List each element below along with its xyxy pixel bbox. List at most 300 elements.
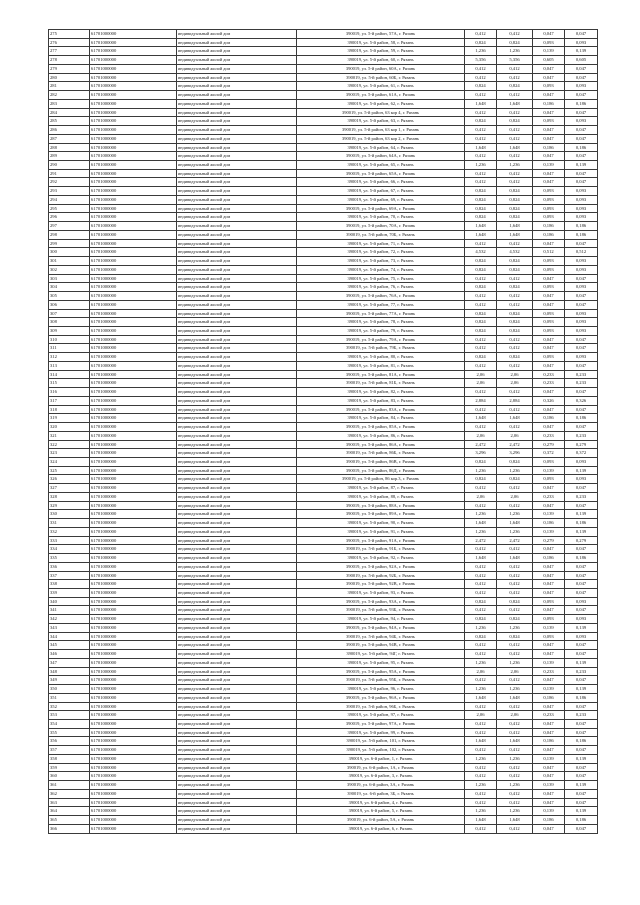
- row-number-cell: 364: [49, 807, 90, 816]
- value-3-cell: 0,047: [533, 484, 565, 493]
- value-3-cell: 0,605: [533, 56, 565, 65]
- value-4-cell: 0,047: [565, 169, 598, 178]
- object-type-cell: индивидуальный жилой дом: [177, 353, 297, 362]
- oktmo-code-cell: 61701000000: [90, 623, 177, 632]
- value-2-cell: 0,412: [497, 126, 533, 135]
- object-type-cell: индивидуальный жилой дом: [177, 213, 297, 222]
- value-2-cell: 0,824: [497, 353, 533, 362]
- row-number-cell: 320: [49, 423, 90, 432]
- row-number-cell: 283: [49, 99, 90, 108]
- value-3-cell: 0,047: [533, 108, 565, 117]
- address-cell: 390019, ул. 5-й район, 63, г. Рязань: [297, 117, 465, 126]
- value-2-cell: 0,412: [497, 335, 533, 344]
- address-cell: 390019, ул. 5-й район, 93, г. Рязань: [297, 589, 465, 598]
- value-1-cell: 4,532: [465, 248, 497, 257]
- oktmo-code-cell: 61701000000: [90, 195, 177, 204]
- table-row: [49, 405, 598, 414]
- value-2-cell: 0,412: [497, 292, 533, 301]
- value-2-cell: 2,472: [497, 536, 533, 545]
- oktmo-code-cell: 61701000000: [90, 30, 177, 39]
- value-3-cell: 0,047: [533, 64, 565, 73]
- value-3-cell: 0,139: [533, 754, 565, 763]
- value-1-cell: 1,236: [465, 685, 497, 694]
- value-2-cell: 2,06: [497, 379, 533, 388]
- object-type-cell: индивидуальный жилой дом: [177, 178, 297, 187]
- table-body: [49, 30, 598, 834]
- oktmo-code-cell: 61701000000: [90, 64, 177, 73]
- table-row: [49, 737, 598, 746]
- value-4-cell: 0,047: [565, 178, 598, 187]
- row-number-cell: 362: [49, 789, 90, 798]
- value-4-cell: 0,139: [565, 685, 598, 694]
- object-type-cell: индивидуальный жилой дом: [177, 711, 297, 720]
- object-type-cell: индивидуальный жилой дом: [177, 807, 297, 816]
- oktmo-code-cell: 61701000000: [90, 737, 177, 746]
- oktmo-code-cell: 61701000000: [90, 641, 177, 650]
- address-cell: 390019, ул. 5-й район, 79А, г. Рязань: [297, 335, 465, 344]
- row-number-cell: 321: [49, 431, 90, 440]
- value-4-cell: 0,139: [565, 47, 598, 56]
- address-cell: 390019, ул. 5-й район, 99, г. Рязань: [297, 728, 465, 737]
- value-1-cell: 0,824: [465, 457, 497, 466]
- value-1-cell: 0,824: [465, 204, 497, 213]
- value-2-cell: 0,412: [497, 772, 533, 781]
- oktmo-code-cell: 61701000000: [90, 431, 177, 440]
- value-3-cell: 0,047: [533, 73, 565, 82]
- oktmo-code-cell: 61701000000: [90, 309, 177, 318]
- value-1-cell: 2,06: [465, 370, 497, 379]
- value-4-cell: 0,093: [565, 187, 598, 196]
- oktmo-code-cell: 61701000000: [90, 527, 177, 536]
- table-row: [49, 99, 598, 108]
- object-type-cell: индивидуальный жилой дом: [177, 64, 297, 73]
- address-cell: 390019, ул. 5-й район, 61, г. Рязань: [297, 82, 465, 91]
- value-2-cell: 0,824: [497, 318, 533, 327]
- row-number-cell: 354: [49, 720, 90, 729]
- oktmo-code-cell: 61701000000: [90, 396, 177, 405]
- value-4-cell: 0,047: [565, 388, 598, 397]
- value-2-cell: 0,412: [497, 169, 533, 178]
- value-1-cell: 1,236: [465, 781, 497, 790]
- value-3-cell: 0,233: [533, 667, 565, 676]
- value-3-cell: 0,093: [533, 597, 565, 606]
- row-number-cell: 300: [49, 248, 90, 257]
- object-type-cell: индивидуальный жилой дом: [177, 204, 297, 213]
- oktmo-code-cell: 61701000000: [90, 466, 177, 475]
- value-1-cell: 0,412: [465, 335, 497, 344]
- value-2-cell: 1,236: [497, 47, 533, 56]
- oktmo-code-cell: 61701000000: [90, 388, 177, 397]
- table-row: [49, 536, 598, 545]
- value-4-cell: 0,047: [565, 702, 598, 711]
- oktmo-code-cell: 61701000000: [90, 344, 177, 353]
- object-type-cell: индивидуальный жилой дом: [177, 597, 297, 606]
- value-1-cell: 0,824: [465, 309, 497, 318]
- address-cell: 390019, ул. 5-й район, 60А, г. Рязань: [297, 64, 465, 73]
- value-1-cell: 0,824: [465, 283, 497, 292]
- address-cell: 390019, ул. 5-й район, 101, г. Рязань: [297, 737, 465, 746]
- value-4-cell: 0,047: [565, 589, 598, 598]
- table-row: [49, 597, 598, 606]
- object-type-cell: индивидуальный жилой дом: [177, 816, 297, 825]
- table-row: [49, 571, 598, 580]
- table-row: [49, 248, 598, 257]
- row-number-cell: 282: [49, 91, 90, 100]
- address-cell: 390019, ул. 5-й район, 58, г. Рязань: [297, 38, 465, 47]
- address-cell: 390019, ул. 5-й район, 86, г. Рязань: [297, 431, 465, 440]
- row-number-cell: 344: [49, 632, 90, 641]
- value-4-cell: 0,047: [565, 30, 598, 39]
- value-3-cell: 0,093: [533, 257, 565, 266]
- table-row: [49, 152, 598, 161]
- object-type-cell: индивидуальный жилой дом: [177, 318, 297, 327]
- object-type-cell: индивидуальный жилой дом: [177, 300, 297, 309]
- object-type-cell: индивидуальный жилой дом: [177, 344, 297, 353]
- object-type-cell: индивидуальный жилой дом: [177, 370, 297, 379]
- table-row: [49, 47, 598, 56]
- value-3-cell: 0,186: [533, 143, 565, 152]
- value-4-cell: 0,093: [565, 195, 598, 204]
- address-cell: 390019, ул. 6-й район, 3А, г. Рязань: [297, 781, 465, 790]
- oktmo-code-cell: 61701000000: [90, 571, 177, 580]
- oktmo-code-cell: 61701000000: [90, 510, 177, 519]
- oktmo-code-cell: 61701000000: [90, 658, 177, 667]
- row-number-cell: 308: [49, 318, 90, 327]
- value-3-cell: 0,186: [533, 414, 565, 423]
- value-3-cell: 0,233: [533, 492, 565, 501]
- address-cell: 390019, ул. 5-й район, 64, г. Рязань: [297, 143, 465, 152]
- row-number-cell: 304: [49, 283, 90, 292]
- value-4-cell: 0,047: [565, 789, 598, 798]
- address-cell: 390019, ул. 5-й район, 91Б, г. Рязань: [297, 545, 465, 554]
- value-3-cell: 0,512: [533, 248, 565, 257]
- value-1-cell: 1,236: [465, 658, 497, 667]
- value-1-cell: 0,412: [465, 641, 497, 650]
- object-type-cell: индивидуальный жилой дом: [177, 580, 297, 589]
- table-row: [49, 353, 598, 362]
- oktmo-code-cell: 61701000000: [90, 239, 177, 248]
- value-1-cell: 0,412: [465, 405, 497, 414]
- object-type-cell: индивидуальный жилой дом: [177, 379, 297, 388]
- value-4-cell: 0,233: [565, 431, 598, 440]
- value-4-cell: 0,233: [565, 492, 598, 501]
- value-4-cell: 0,186: [565, 693, 598, 702]
- value-3-cell: 0,279: [533, 536, 565, 545]
- address-cell: 390019, ул. 5-й район, 77А, г. Рязань: [297, 309, 465, 318]
- value-2-cell: 1,236: [497, 754, 533, 763]
- value-3-cell: 0,047: [533, 388, 565, 397]
- value-1-cell: 0,412: [465, 720, 497, 729]
- object-type-cell: индивидуальный жилой дом: [177, 737, 297, 746]
- value-3-cell: 0,047: [533, 126, 565, 135]
- address-cell: 390019, ул. 5-й район, 61А, г. Рязань: [297, 91, 465, 100]
- address-cell: 390019, ул. 5-й район, 74, г. Рязань: [297, 265, 465, 274]
- address-cell: 390019, ул. 5-й район, 81, г. Рязань: [297, 361, 465, 370]
- object-type-cell: индивидуальный жилой дом: [177, 30, 297, 39]
- value-2-cell: 0,412: [497, 702, 533, 711]
- address-cell: 390019, ул. 5-й район, 96, г. Рязань: [297, 685, 465, 694]
- row-number-cell: 286: [49, 126, 90, 135]
- row-number-cell: 313: [49, 361, 90, 370]
- row-number-cell: 352: [49, 702, 90, 711]
- value-4-cell: 0,093: [565, 318, 598, 327]
- row-number-cell: 309: [49, 326, 90, 335]
- table-row: [49, 746, 598, 755]
- row-number-cell: 353: [49, 711, 90, 720]
- address-cell: 390019, ул. 5-й район, 78, г. Рязань: [297, 318, 465, 327]
- value-4-cell: 0,047: [565, 126, 598, 135]
- value-1-cell: 2,06: [465, 492, 497, 501]
- address-cell: 390019, ул. 5-й район, 97А, г. Рязань: [297, 720, 465, 729]
- table-row: [49, 344, 598, 353]
- value-2-cell: 0,824: [497, 117, 533, 126]
- oktmo-code-cell: 61701000000: [90, 265, 177, 274]
- value-3-cell: 0,093: [533, 318, 565, 327]
- address-cell: 390019, ул. 5-й район, 59, г. Рязань: [297, 47, 465, 56]
- row-number-cell: 327: [49, 484, 90, 493]
- value-2-cell: 0,412: [497, 344, 533, 353]
- value-1-cell: 0,412: [465, 361, 497, 370]
- value-3-cell: 0,047: [533, 606, 565, 615]
- value-3-cell: 0,047: [533, 335, 565, 344]
- address-cell: 390019, ул. 5-й район, 79, г. Рязань: [297, 326, 465, 335]
- row-number-cell: 345: [49, 641, 90, 650]
- row-number-cell: 317: [49, 396, 90, 405]
- value-2-cell: 0,824: [497, 597, 533, 606]
- value-4-cell: 0,233: [565, 711, 598, 720]
- address-cell: 390019, ул. 5-й район, 81Б, г. Рязань: [297, 379, 465, 388]
- address-cell: 390019, ул. 6-й район, 1А, г. Рязань: [297, 763, 465, 772]
- address-cell: 390019, ул. 5-й район, 95А, г. Рязань: [297, 667, 465, 676]
- value-3-cell: 0,233: [533, 379, 565, 388]
- value-3-cell: 0,047: [533, 405, 565, 414]
- object-type-cell: индивидуальный жилой дом: [177, 405, 297, 414]
- address-cell: 390019, ул. 5-й район, 82, г. Рязань: [297, 388, 465, 397]
- oktmo-code-cell: 61701000000: [90, 423, 177, 432]
- row-number-cell: 366: [49, 824, 90, 833]
- value-2-cell: 0,412: [497, 423, 533, 432]
- row-number-cell: 305: [49, 292, 90, 301]
- oktmo-code-cell: 61701000000: [90, 126, 177, 135]
- table-row: [49, 213, 598, 222]
- oktmo-code-cell: 61701000000: [90, 204, 177, 213]
- value-1-cell: 2,472: [465, 440, 497, 449]
- object-type-cell: индивидуальный жилой дом: [177, 99, 297, 108]
- value-4-cell: 0,093: [565, 353, 598, 362]
- value-4-cell: 0,047: [565, 239, 598, 248]
- value-4-cell: 0,139: [565, 807, 598, 816]
- value-1-cell: 0,412: [465, 388, 497, 397]
- value-3-cell: 0,047: [533, 728, 565, 737]
- object-type-cell: индивидуальный жилой дом: [177, 431, 297, 440]
- oktmo-code-cell: 61701000000: [90, 91, 177, 100]
- row-number-cell: 329: [49, 501, 90, 510]
- value-4-cell: 0,233: [565, 667, 598, 676]
- value-2-cell: 0,412: [497, 798, 533, 807]
- value-1-cell: 3,296: [465, 449, 497, 458]
- table-row: [49, 91, 598, 100]
- value-3-cell: 0,186: [533, 816, 565, 825]
- value-2-cell: 0,824: [497, 475, 533, 484]
- value-4-cell: 0,139: [565, 781, 598, 790]
- oktmo-code-cell: 61701000000: [90, 370, 177, 379]
- oktmo-code-cell: 61701000000: [90, 720, 177, 729]
- row-number-cell: 287: [49, 134, 90, 143]
- value-2-cell: 1,236: [497, 658, 533, 667]
- object-type-cell: индивидуальный жилой дом: [177, 152, 297, 161]
- row-number-cell: 314: [49, 370, 90, 379]
- table-row: [49, 161, 598, 170]
- table-row: [49, 326, 598, 335]
- row-number-cell: 365: [49, 816, 90, 825]
- oktmo-code-cell: 61701000000: [90, 615, 177, 624]
- value-4-cell: 0,047: [565, 335, 598, 344]
- oktmo-code-cell: 61701000000: [90, 361, 177, 370]
- address-cell: 390019, ул. 5-й район, 86 кор.3, г. Рязань: [297, 475, 465, 484]
- object-type-cell: индивидуальный жилой дом: [177, 388, 297, 397]
- oktmo-code-cell: 61701000000: [90, 519, 177, 528]
- table-row: [49, 606, 598, 615]
- oktmo-code-cell: 61701000000: [90, 99, 177, 108]
- value-2-cell: 0,824: [497, 213, 533, 222]
- row-number-cell: 319: [49, 414, 90, 423]
- value-1-cell: 1,236: [465, 623, 497, 632]
- address-cell: 390019, ул. 5-й район, 89А, г. Рязань: [297, 510, 465, 519]
- value-4-cell: 0,047: [565, 292, 598, 301]
- oktmo-code-cell: 61701000000: [90, 554, 177, 563]
- value-1-cell: 0,824: [465, 615, 497, 624]
- table-row: [49, 554, 598, 563]
- value-2-cell: 2,06: [497, 431, 533, 440]
- oktmo-code-cell: 61701000000: [90, 169, 177, 178]
- value-4-cell: 0,093: [565, 309, 598, 318]
- oktmo-code-cell: 61701000000: [90, 711, 177, 720]
- value-2-cell: 0,824: [497, 326, 533, 335]
- row-number-cell: 294: [49, 195, 90, 204]
- row-number-cell: 278: [49, 56, 90, 65]
- row-number-cell: 359: [49, 763, 90, 772]
- object-type-cell: индивидуальный жилой дом: [177, 781, 297, 790]
- oktmo-code-cell: 61701000000: [90, 161, 177, 170]
- value-4-cell: 0,047: [565, 484, 598, 493]
- address-cell: 390019, ул. 5-й район, 97, г. Рязань: [297, 711, 465, 720]
- value-3-cell: 0,093: [533, 187, 565, 196]
- value-1-cell: 0,412: [465, 292, 497, 301]
- object-type-cell: индивидуальный жилой дом: [177, 449, 297, 458]
- value-2-cell: 0,412: [497, 64, 533, 73]
- table-row: [49, 134, 598, 143]
- oktmo-code-cell: 61701000000: [90, 56, 177, 65]
- value-4-cell: 0,047: [565, 580, 598, 589]
- value-1-cell: 0,412: [465, 728, 497, 737]
- oktmo-code-cell: 61701000000: [90, 650, 177, 659]
- value-1-cell: 0,412: [465, 30, 497, 39]
- value-3-cell: 0,326: [533, 396, 565, 405]
- table-row: [49, 396, 598, 405]
- row-number-cell: 338: [49, 580, 90, 589]
- object-type-cell: индивидуальный жилой дом: [177, 667, 297, 676]
- row-number-cell: 306: [49, 300, 90, 309]
- oktmo-code-cell: 61701000000: [90, 47, 177, 56]
- value-4-cell: 0,047: [565, 91, 598, 100]
- row-number-cell: 318: [49, 405, 90, 414]
- value-2-cell: 1,236: [497, 510, 533, 519]
- value-4-cell: 0,093: [565, 38, 598, 47]
- object-type-cell: индивидуальный жилой дом: [177, 589, 297, 598]
- oktmo-code-cell: 61701000000: [90, 545, 177, 554]
- value-4-cell: 0,093: [565, 457, 598, 466]
- oktmo-code-cell: 61701000000: [90, 379, 177, 388]
- value-4-cell: 0,047: [565, 64, 598, 73]
- table-row: [49, 510, 598, 519]
- value-2-cell: 0,824: [497, 187, 533, 196]
- value-3-cell: 0,047: [533, 702, 565, 711]
- table-row: [49, 388, 598, 397]
- table-row: [49, 728, 598, 737]
- value-2-cell: 0,412: [497, 388, 533, 397]
- address-cell: 390019, ул. 5-й район, 94Г, г. Рязань: [297, 650, 465, 659]
- value-3-cell: 0,186: [533, 693, 565, 702]
- oktmo-code-cell: 61701000000: [90, 326, 177, 335]
- value-2-cell: 0,412: [497, 763, 533, 772]
- value-3-cell: 0,093: [533, 283, 565, 292]
- table-row: [49, 56, 598, 65]
- value-1-cell: 0,824: [465, 187, 497, 196]
- table-row: [49, 658, 598, 667]
- value-4-cell: 0,139: [565, 658, 598, 667]
- value-2-cell: 2,06: [497, 492, 533, 501]
- object-type-cell: индивидуальный жилой дом: [177, 326, 297, 335]
- value-1-cell: 1,236: [465, 161, 497, 170]
- object-type-cell: индивидуальный жилой дом: [177, 47, 297, 56]
- address-cell: 390019, ул. 5-й район, 91А, г. Рязань: [297, 536, 465, 545]
- row-number-cell: 307: [49, 309, 90, 318]
- address-cell: 390019, ул. 5-й район, 91, г. Рязань: [297, 527, 465, 536]
- oktmo-code-cell: 61701000000: [90, 798, 177, 807]
- address-cell: 390019, ул. 5-й район, 63 кор 1, г. Рязань: [297, 126, 465, 135]
- value-2-cell: 0,412: [497, 300, 533, 309]
- oktmo-code-cell: 61701000000: [90, 781, 177, 790]
- value-2-cell: 0,824: [497, 257, 533, 266]
- value-4-cell: 0,139: [565, 510, 598, 519]
- value-4-cell: 0,093: [565, 597, 598, 606]
- object-type-cell: индивидуальный жилой дом: [177, 554, 297, 563]
- value-3-cell: 0,047: [533, 589, 565, 598]
- table-row: [49, 440, 598, 449]
- table-row: [49, 702, 598, 711]
- table-row: [49, 265, 598, 274]
- value-3-cell: 0,047: [533, 169, 565, 178]
- value-3-cell: 0,047: [533, 344, 565, 353]
- table-row: [49, 38, 598, 47]
- table-row: [49, 798, 598, 807]
- value-1-cell: 0,412: [465, 702, 497, 711]
- value-2-cell: 0,412: [497, 108, 533, 117]
- row-number-cell: 337: [49, 571, 90, 580]
- value-4-cell: 0,047: [565, 720, 598, 729]
- value-3-cell: 0,139: [533, 781, 565, 790]
- value-1-cell: 1,236: [465, 466, 497, 475]
- value-4-cell: 0,139: [565, 161, 598, 170]
- value-1-cell: 1,648: [465, 554, 497, 563]
- value-3-cell: 0,047: [533, 720, 565, 729]
- oktmo-code-cell: 61701000000: [90, 292, 177, 301]
- value-2-cell: 2,06: [497, 667, 533, 676]
- oktmo-code-cell: 61701000000: [90, 667, 177, 676]
- oktmo-code-cell: 61701000000: [90, 824, 177, 833]
- row-number-cell: 302: [49, 265, 90, 274]
- value-1-cell: 1,648: [465, 230, 497, 239]
